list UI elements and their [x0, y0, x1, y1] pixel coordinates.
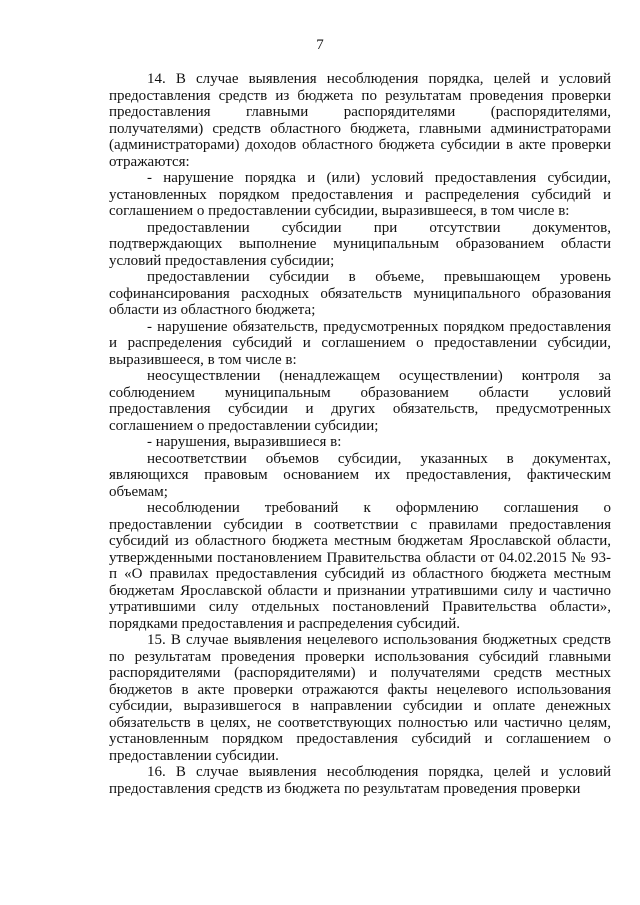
page-number: 7: [316, 37, 324, 53]
paragraph-agreement-requirements: несоблюдении требований к оформлению соглашения о предоставлении субсидии в соответствии с правилами предоставления субсидий из областного бюджета местным бюджетам Ярославской области, утвержденными постановлением Правительства области от 04.02.2015 № 93-п «О правилах предоставления субсидий из областного бюджета местным бюджетам Ярославской области и признании утратившими силу и частично утратившими силу отдельных постановлений Правительства области», порядками предоставления и распределения субсидий.: [109, 500, 611, 632]
paragraph-no-documents: предоставлении субсидии при отсутствии документов, подтверждающих выполнение муниципальным образованием области условий предоставления субсидии;: [109, 219, 611, 269]
paragraph-violation-order: - нарушение порядка и (или) условий предоставления субсидии, установленных порядком предоставления и распределения субсидий и соглашением о предоставлении субсидии, выразившееся, в том числе в:: [109, 170, 611, 219]
paragraph-volume-mismatch: несоответствии объемов субсидии, указанных в документах, являющихся правовым основанием их предоставления, фактическим объемам;: [109, 450, 611, 500]
paragraph-violations: - нарушения, выразившиеся в:: [147, 434, 342, 450]
paragraph-no-control: неосуществлении (ненадлежащем осуществлении) контроля за соблюдением муниципальным образованием области условий предоставления субсидии и других обязательств, предусмотренных соглашением о предоставлении субсидии;: [109, 368, 611, 434]
paragraph-15: 15. В случае выявления нецелевого использования бюджетных средств по результатам проведения проверки использования субсидий главными распорядителями (распорядителями) и получателями средств местных бюджетов в акте проверки отражаются факты нецелевого использования субсидии, выразившегося в направлении субсидии и оплате денежных обязательств в целях, не соответствующих полностью или частично целям, установленным порядком предоставления субсидий и соглашением о предоставлении субсидии.: [109, 632, 611, 764]
paragraph-14: 14. В случае выявления несоблюдения порядка, целей и условий предоставления средств из бюджета по результатам проведения проверки предоставления главными распорядителями (распорядителями, получателями) средств областного бюджета, главными администраторами (администраторами) доходов областного бюджета субсидии в акте проверки отражаются:: [109, 71, 611, 170]
paragraph-violation-obligations: - нарушение обязательств, предусмотренных порядком предоставления и распределения субсидий и соглашением о предоставлении субсидии, выразившееся, в том числе в:: [109, 318, 611, 368]
paragraph-16: 16. В случае выявления несоблюдения порядка, целей и условий предоставления средств из бюджета по результатам проведения проверки: [109, 764, 611, 797]
paragraph-excess-volume: предоставлении субсидии в объеме, превышающем уровень софинансирования расходных обязательств муниципального образования области из областного бюджета;: [109, 269, 611, 318]
document-body: [109, 71, 611, 797]
